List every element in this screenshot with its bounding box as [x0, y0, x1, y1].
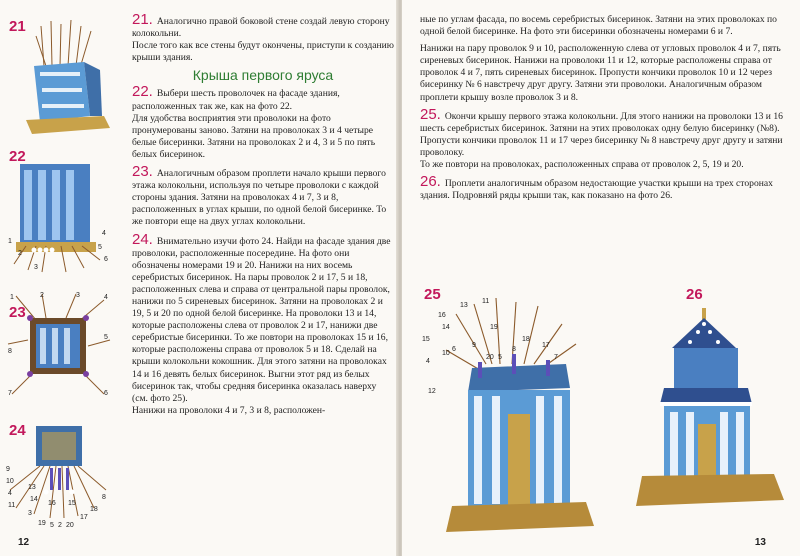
photo-23 [6, 290, 112, 408]
step-text: Окончи крышу первого этажа колокольни. Для этого нанижи на проволоки 13 и 16 шесть серебристых бисеринок. Затяни на этих проволоках одну белую бисеринку (№8). Пропусти кончики проволок 11 и 17 через бисеринку № 8 навстречу друг другу и затяни проволоку. [420, 110, 783, 158]
continuation-text: ные по углам фасада, по восемь серебристых бисеринок. Затяни на этих проволоках по одной белой бисеринке. На фото эти бисеринки обозначены номерами 6 и 7. [420, 14, 777, 38]
step-text: Внимательно изучи фото 24. Найди на фасаде здания две проволоки, расположенные посередине. На фото они обозначены номерами 19 и 20. Нанижи на них восемь серебристых бисеринок. На пары проволок 2 и 17, 5 и 18, расположенных слева и справа от центральной пары проволок, нанижи по 5 сиреневых бисеринок. Затяни на проволоках 2 и 19, 5 и 20 по одной белой бисеринке. На проволоки 13 и 14, которые расположены слева от проволок 2 и 17, нанижи две серебристые бисеринки. То же повтори на проволоках 15 и 16, которые расположены справа от проволок 5 и 18. Сделай на крыши колокольни кокошник. Для этого затяни на проволоках 14 и 16 девять белых бисеринок. Выгни этот ряд из белых бисеринок так, чтобы средняя бисеринка оказалась наверху (см. фото 25). [132, 235, 391, 404]
wire-label: 4 [8, 490, 12, 497]
right-page [402, 0, 800, 556]
step-24 [132, 230, 394, 417]
step-number: 25. [420, 105, 441, 123]
step-23-paragraph [132, 163, 394, 228]
wire-label: 18 [90, 506, 98, 513]
wire-label: 15 [68, 500, 76, 507]
wire-label: 7 [554, 354, 558, 361]
step-number: 22. [132, 83, 153, 101]
wire-label: 14 [442, 324, 450, 331]
wire-label: 2 [40, 292, 44, 299]
wire-label: 4 [104, 294, 108, 301]
step-text: Аналогичным образом проплети начало крыши первого этажа колокольни, используя по четыре проволоки с каждой стороны здания. Затяни на проволоках 4 и 7, 3 и 8, расположенных в углах крыши, по одной белой бисеринке. То же повтори еще на двух углах колокольни. [132, 168, 387, 228]
step-24-paragraph [132, 230, 394, 405]
wire-label: 5 [50, 522, 54, 529]
photo-22 [6, 146, 112, 278]
photo-24 [6, 418, 112, 542]
step-number: 21. [132, 11, 153, 28]
step-25 [420, 105, 788, 171]
wire-label: 4 [102, 230, 106, 237]
photo-number: 21 [9, 18, 26, 35]
photo-21 [6, 16, 112, 136]
wire-label: 13 [28, 484, 36, 491]
wire-label: 11 [482, 298, 490, 305]
right-text-column [420, 14, 788, 207]
wire-label: 15 [422, 336, 430, 343]
step-21-paragraph [132, 11, 394, 40]
wire-label: 16 [438, 312, 446, 319]
photo-number: 22 [9, 148, 26, 165]
photo-number: 23 [9, 304, 26, 321]
wire-label: 5 [498, 354, 502, 361]
photo-number: 25 [424, 286, 441, 303]
page-number: 13 [754, 537, 766, 548]
wire-label: 6 [452, 346, 456, 353]
photo-26-image [628, 284, 788, 516]
step-text: Проплети аналогичным образом недостающие участки крыши на трех сторонах здания. Подровняй ряды крыши так, как показано на фото 26. [420, 178, 773, 202]
step-text: Аналогично правой боковой стене создай левую сторону колокольни. [132, 16, 390, 40]
step-extra: Нанижи на проволоки 4 и 7, 3 и 8, расположен- [132, 404, 326, 416]
photo-number: 24 [9, 422, 26, 439]
wire-label: 20 [66, 522, 74, 529]
wire-label: 17 [80, 514, 88, 521]
wire-label: 20 [486, 354, 494, 361]
step-23 [132, 163, 394, 228]
left-text-column [132, 11, 394, 422]
section-title: Крыша первого яруса [192, 67, 334, 84]
wire-label: 19 [38, 520, 46, 527]
step-25-paragraph [420, 105, 788, 159]
wire-label: 3 [34, 264, 38, 271]
photo-25 [416, 284, 606, 534]
wire-label: 10 [442, 350, 450, 357]
wire-label: 12 [428, 388, 436, 395]
wire-label: 14 [30, 496, 38, 503]
wire-label: 9 [6, 466, 10, 473]
step-26-paragraph [420, 173, 788, 202]
wire-label: 7 [8, 390, 12, 397]
wire-label: 16 [48, 500, 56, 507]
step-22 [132, 83, 394, 161]
wire-label: 3 [76, 292, 80, 299]
step-number: 26. [420, 173, 441, 191]
wire-label: 2 [58, 522, 62, 529]
step-21 [132, 11, 394, 64]
wire-label: 18 [522, 336, 530, 343]
page-number: 12 [18, 537, 30, 548]
wire-label: 8 [102, 494, 106, 501]
step-extra: Для удобства восприятия эти проволоки на фото пронумерованы заново. Затяни на проволоках 3 и 4 четыре белые бисеринки. Затяни на проволоках 2 и 4, 3 и 5 по пять белых бисеринок. [132, 112, 376, 160]
photo-22-image [6, 146, 112, 278]
wire-label: 1 [10, 294, 14, 301]
wire-label: 9 [472, 342, 476, 349]
wire-label: 17 [542, 342, 550, 349]
left-page [0, 0, 398, 556]
continuation-text-2: Нанижи на пару проволок 9 и 10, расположенную слева от угловых проволок 4 и 7, пять сиреневых бисеринок. Нанижи на проволоки 11 и 12, которые расположены справа от проволок 4 и 7, пять сиреневых бисеринок. Пропусти кончики проволок 10 и 12 через бисеринку № 6 навстречу друг другу. Затяни эти проволоки. Аналогичным образом проплети крышу возле проволок 3 и 8. [420, 43, 781, 103]
wire-label: 2 [18, 250, 22, 257]
wire-label: 6 [104, 390, 108, 397]
photo-25-image [416, 284, 606, 534]
wire-label: 5 [98, 244, 102, 251]
wire-label: 13 [460, 302, 468, 309]
step-22-paragraph [132, 83, 394, 112]
wire-label: 5 [104, 334, 108, 341]
step-text: Выбери шесть проволочек на фасаде здания, расположенных так же, как на фото 22. [132, 88, 340, 112]
wire-label: 11 [8, 502, 16, 509]
step-number: 23. [132, 163, 153, 181]
step-number: 24. [132, 230, 153, 248]
wire-label: 4 [426, 358, 430, 365]
photo-number: 26 [686, 286, 703, 303]
wire-label: 3 [28, 510, 32, 517]
step-26 [420, 173, 788, 202]
wire-label: 8 [512, 346, 516, 353]
step-extra: То же повтори на проволоках, расположенных справа от проволок 2, 5, 19 и 20. [420, 159, 744, 171]
wire-label: 10 [6, 478, 14, 485]
wire-label: 1 [8, 238, 12, 245]
photo-26 [628, 284, 788, 516]
step-extra: После того как все стены будут окончены, приступи к созданию крыши здания. [132, 40, 394, 64]
wire-label: 8 [8, 348, 12, 355]
wire-label: 19 [490, 324, 498, 331]
wire-label: 6 [104, 256, 108, 263]
